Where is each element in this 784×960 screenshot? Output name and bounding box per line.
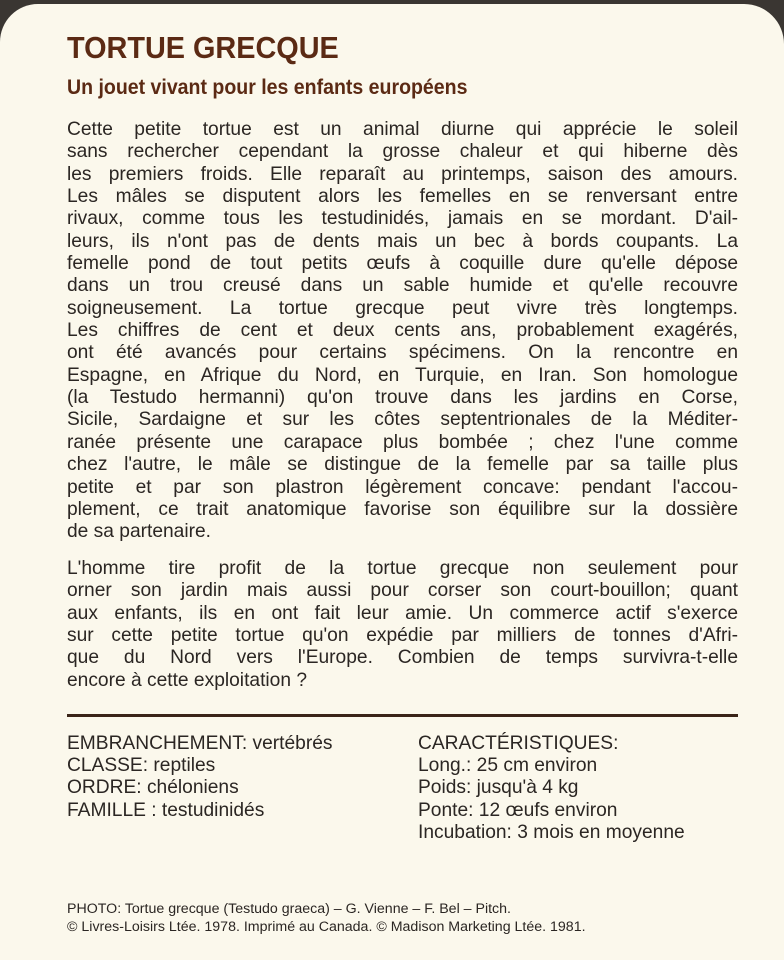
- text-line: leurs, ils n'ont pas de dents mais un bec à bords coupants. La: [67, 230, 738, 252]
- classification-item: CLASSE: reptiles: [67, 755, 216, 777]
- text-line: femelle pond de tout petits œufs à coquille dure qu'elle dépose: [67, 253, 738, 275]
- characteristic-item: Long.: 25 cm environ: [418, 755, 598, 777]
- text-line: sans rechercher cependant la grosse chaleur et qui hiberne dès: [67, 141, 738, 163]
- text-line: petite et par son plastron légèrement concave: pendant l'accou-: [67, 476, 738, 498]
- characteristic-item: Poids: jusqu'à 4 kg: [418, 777, 579, 799]
- text-line: Les chiffres de cent et deux cents ans, probablement exagérés,: [67, 320, 738, 342]
- text-line: dans un trou creusé dans un sable humide et qu'elle recouvre: [67, 275, 738, 297]
- text-line: soigneusement. La tortue grecque peut vivre très longtemps.: [67, 297, 738, 319]
- text-line: Sicile, Sardaigne et sur les côtes septentrionales de la Méditer-: [67, 409, 738, 431]
- text-line: Espagne, en Afrique du Nord, en Turquie, en Iran. Son homologue: [67, 364, 738, 386]
- credits: [67, 900, 586, 936]
- copyright-notice: © Livres-Loisirs Ltée. 1978. Imprimé au Canada. © Madison Marketing Ltée. 1981.: [67, 919, 586, 935]
- classification-item: ORDRE: chéloniens: [67, 777, 239, 799]
- card-title: TORTUE GRECQUE: [67, 30, 339, 65]
- text-line: plement, ce trait anatomique favorise son équilibre sur la dossière: [67, 498, 738, 520]
- characteristic-item: Incubation: 3 mois en moyenne: [418, 821, 685, 843]
- text-line: que du Nord vers l'Europe. Combien de temps survivra-t-elle: [67, 647, 738, 669]
- text-line: L'homme tire profit de la tortue grecque non seulement pour: [67, 558, 738, 579]
- description-paragraph-2: [67, 558, 738, 692]
- text-line: ont été avancés pour certains spécimens. On la rencontre en: [67, 342, 738, 364]
- text-line: aux enfants, ils en ont fait leur amie. Un commerce actif s'exerce: [67, 602, 738, 624]
- divider: [67, 714, 738, 717]
- text-line: orner son jardin mais aussi pour corser son court-bouillon; quant: [67, 580, 738, 602]
- text-line: Les mâles se disputent alors les femelles en se renversant entre: [67, 186, 738, 208]
- text-line: Cette petite tortue est un animal diurne qui apprécie le soleil: [67, 119, 738, 140]
- text-line: de sa partenaire.: [67, 521, 211, 543]
- text-line: encore à cette exploitation ?: [67, 669, 308, 691]
- text-line: ranée présente une carapace plus bombée ; chez l'une comme: [67, 431, 738, 453]
- text-line: sur cette petite tortue qu'on expédie par milliers de tonnes d'Afri-: [67, 625, 738, 647]
- characteristic-item: Ponte: 12 œufs environ: [418, 799, 618, 821]
- text-line: (la Testudo hermanni) qu'on trouve dans les jardins en Corse,: [67, 387, 738, 409]
- classification-item: FAMILLE : testudinidés: [67, 799, 265, 821]
- description-paragraph-1: [67, 119, 738, 544]
- classification-list: [67, 733, 332, 822]
- text-line: les premiers froids. Elle reparaît au printemps, saison des amours.: [67, 163, 738, 185]
- text-line: chez l'autre, le mâle se distingue de la femelle par sa taille plus: [67, 454, 738, 476]
- species-card: [0, 4, 784, 960]
- characteristics-list: [418, 733, 685, 844]
- classification-item: EMBRANCHEMENT: vertébrés: [67, 733, 333, 754]
- card-subtitle: Un jouet vivant pour les enfants européens: [67, 76, 468, 99]
- characteristic-item: CARACTÉRISTIQUES:: [418, 733, 619, 754]
- photo-credit: PHOTO: Tortue grecque (Testudo graeca) – G. Vienne – F. Bel – Pitch.: [67, 901, 511, 917]
- text-line: rivaux, comme tous les testudinidés, jamais en se mordant. D'ail-: [67, 208, 738, 230]
